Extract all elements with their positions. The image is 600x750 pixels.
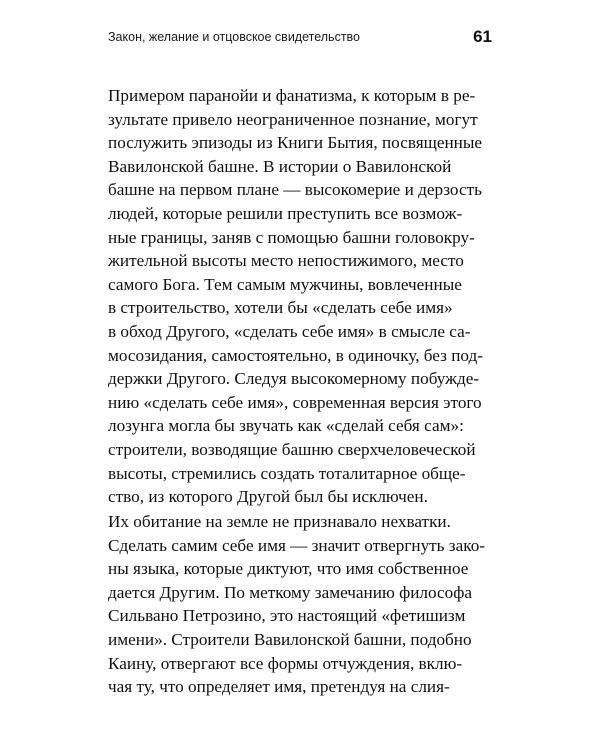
text-line: Их обитание на земле не признавало нехватки. [108,512,451,531]
page-number: 61 [473,27,492,46]
text-line: Сделать самим себе имя — значит отвергнуть зако- [108,535,486,555]
paragraph-2 [108,510,493,699]
text-line: лозунга могла бы звучать как «сделай себя сам»: [108,416,464,436]
text-line: дается Другим. По меткому замечанию философа [108,582,473,602]
text-line: ные границы, заняв с помощью башни головокру- [108,227,475,247]
running-header [108,27,492,49]
text-line: башне на первом плане — высокомерие и дерзость [108,180,482,200]
text-line: послужить эпизоды из Книги Бытия, посвященные [108,133,483,153]
text-line: людей, которые решили преступить все возмож- [108,203,463,223]
text-line: нию «сделать себе имя», современная версия этого [108,392,482,412]
text-line: зультате привело неограниченное познание, могут [108,109,478,129]
running-title: Закон, желание и отцовское свидетельство [108,30,360,44]
text-line: ны языка, которые диктуют, что имя собственное [108,559,469,579]
text-line: чая ту, что определяет имя, претендуя на слия- [108,677,450,697]
text-line: самого Бога. Тем самым мужчины, вовлеченные [108,274,462,294]
text-line: в обход Другого, «сделать себе имя» в смысле са- [108,321,471,341]
text-line: высоты, стремились создать тоталитарное обще- [108,463,466,483]
text-line: строители, возводящие башню сверхчеловеческой [108,439,476,459]
text-line: ство, из которого Другой был бы исключен. [108,487,428,507]
text-line: в строительство, хотели бы «сделать себе имя» [108,298,453,318]
text-line: Каину, отвергают все формы отчуждения, вклю- [108,653,463,673]
text-line: Вавилонской башне. В истории о Вавилонской [108,156,452,176]
text-line: жительной высоты место непостижимого, место [108,251,464,271]
paragraph-1 [108,84,493,509]
text-line: мосозидания, самостоятельно, в одиночку, без под- [108,345,483,365]
text-line: держки Другого. Следуя высокомерному побужде- [108,369,480,389]
text-line: Примером паранойи и фанатизма, к которым в ре- [108,86,476,105]
text-line: Сильвано Петрозино, это настоящий «фетишизм [108,606,466,626]
text-line: имени». Строители Вавилонской башни, подобно [108,629,472,649]
